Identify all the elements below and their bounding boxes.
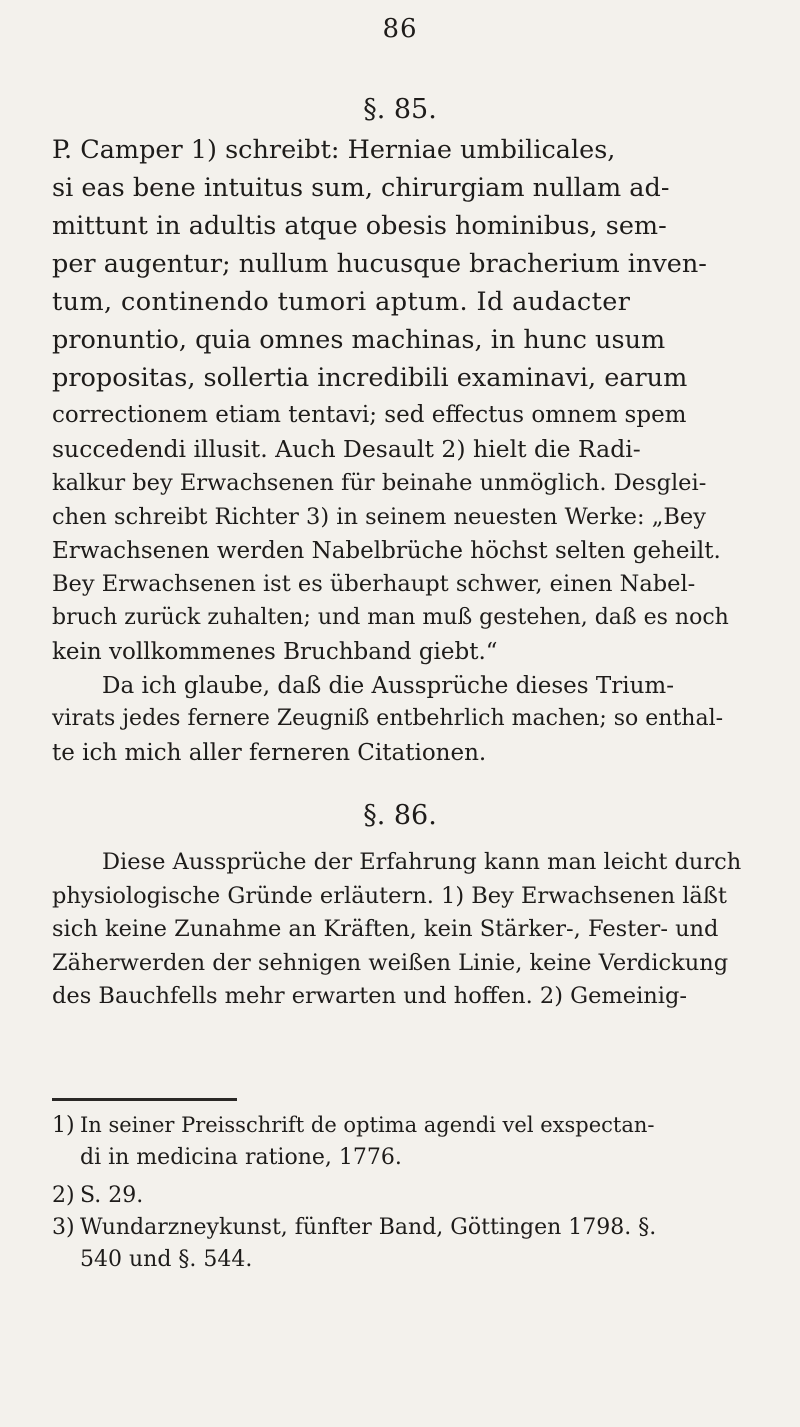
section-85-text: [52, 132, 752, 770]
text-line: succedendi illusit. Auch Desault 2) hielt die Radi-: [52, 435, 641, 464]
text-line: Zäherwerden der sehnigen weißen Linie, keine Verdickung: [52, 949, 729, 976]
text-line: propositas, sollertia incredibili examinavi, earum: [52, 362, 688, 393]
text-line: per augentur; nullum hucusque bracherium inven-: [52, 248, 707, 279]
text-line: virats jedes fernere Zeugniß entbehrlich machen; so enthal-: [52, 706, 724, 732]
text-line: kalkur bey Erwachsenen für beinahe unmöglich. Desglei-: [52, 470, 707, 497]
footnote-line: Wundarzneykunst, fünfter Band, Göttingen 1798. §.: [80, 1215, 657, 1240]
footnote-marker: 2): [52, 1183, 75, 1208]
page-number: 86: [382, 14, 418, 44]
footnote-line: di in medicina ratione, 1776.: [80, 1144, 402, 1170]
text-line: Da ich glaube, daß die Aussprüche dieses Trium-: [102, 673, 674, 699]
section-heading-85: §. 85.: [363, 94, 437, 125]
text-line: tum, continendo tumori aptum. Id audacter: [52, 286, 631, 317]
text-line: sich keine Zunahme an Kräften, kein Stärker-, Fester- und: [52, 916, 719, 943]
text-line: P. Camper 1) schreibt: Herniae umbilicales,: [52, 135, 616, 165]
footnote-line: S. 29.: [80, 1183, 144, 1208]
text-line: chen schreibt Richter 3) in seinem neuesten Werke: „Bey: [52, 503, 706, 530]
footnote-marker: 3): [52, 1215, 75, 1240]
footnote-line: In seiner Preisschrift de optima agendi vel exspectan-: [80, 1113, 655, 1137]
text-line: bruch zurück zuhalten; und man muß gestehen, daß es noch: [52, 604, 729, 630]
text-line: Erwachsenen werden Nabelbrüche höchst selten geheilt.: [52, 538, 721, 565]
text-line: Bey Erwachsenen ist es überhaupt schwer, einen Nabel-: [52, 571, 696, 598]
text-line: mittunt in adultis atque obesis hominibus, sem-: [52, 210, 667, 241]
text-line: des Bauchfells mehr erwarten und hoffen. 2) Gemeinig-: [52, 983, 687, 1010]
section-86-text: [52, 846, 752, 1014]
text-line: correctionem etiam tentavi; sed effectus omnem spem: [52, 401, 687, 428]
footnote-3: [52, 1212, 772, 1276]
footnote-2: [52, 1180, 772, 1212]
footnote-marker: 1): [52, 1113, 75, 1138]
text-line: kein vollkommenes Bruchband giebt.“: [52, 638, 498, 665]
footnote-line: 540 und §. 544.: [80, 1246, 253, 1272]
text-line: physiologische Gründe erläutern. 1) Bey Erwachsenen läßt: [52, 882, 727, 909]
text-line: Diese Aussprüche der Erfahrung kann man leicht durch: [102, 849, 742, 875]
section-heading-86: §. 86.: [363, 800, 437, 831]
text-line: pronuntio, quia omnes machinas, in hunc usum: [52, 324, 666, 355]
footnote-divider: [52, 1098, 237, 1101]
footnote-1: [52, 1110, 772, 1174]
text-line: te ich mich aller ferneren Citationen.: [52, 740, 487, 767]
text-line: si eas bene intuitus sum, chirurgiam nullam ad-: [52, 172, 670, 203]
